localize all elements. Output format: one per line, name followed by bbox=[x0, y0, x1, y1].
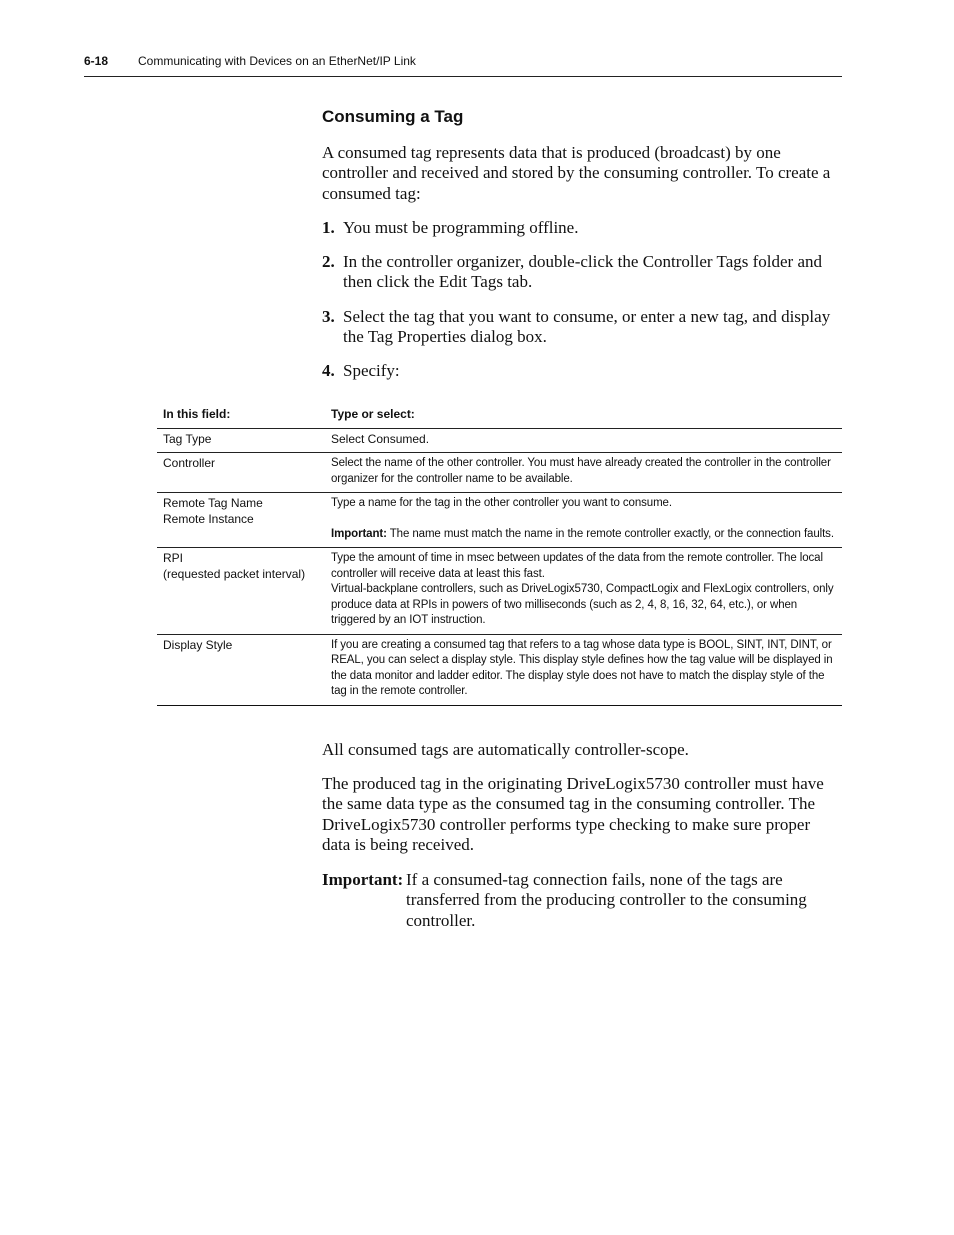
step-text: Specify: bbox=[343, 361, 400, 380]
table-row bbox=[157, 634, 842, 705]
scope-paragraph: All consumed tags are automatically controller-scope. bbox=[322, 740, 689, 759]
step-number: 3. bbox=[322, 307, 335, 326]
col-header-field: In this field: bbox=[157, 404, 325, 428]
field-name: Tag Type bbox=[157, 428, 325, 453]
step-number: 1. bbox=[322, 218, 335, 237]
field-value-text: Type the amount of time in msec between updates of the data from the remote controller. The local controller will receive data at least this fast. bbox=[331, 552, 823, 580]
table-row bbox=[157, 428, 842, 453]
data-type-paragraph: The produced tag in the originating DriveLogix5730 controller must have the same data type as the consumed tag in the consuming controller. The DriveLogix5730 controller performs type checking to make sure proper data is being received. bbox=[322, 774, 824, 855]
step-text: You must be programming offline. bbox=[343, 218, 579, 237]
field-name: Display Style bbox=[157, 634, 325, 705]
field-value bbox=[325, 548, 842, 635]
field-name-line: (requested packet interval) bbox=[163, 566, 306, 581]
important-text: If a consumed-tag connection fails, none of the tags are transferred from the producing controller to the consuming controller. bbox=[406, 870, 807, 930]
field-spec-table bbox=[157, 404, 842, 706]
important-note-label: Important: bbox=[331, 527, 387, 540]
important-note bbox=[331, 527, 836, 543]
field-name: Controller bbox=[157, 453, 325, 493]
field-name bbox=[157, 493, 325, 548]
section-title: Consuming a Tag bbox=[322, 107, 464, 126]
step-number: 2. bbox=[322, 252, 335, 271]
field-value-text: Virtual-backplane controllers, such as DriveLogix5730, CompactLogix and FlexLogix controllers, only produce data at RPIs in powers of two milliseconds (such as 2, 4, 8, 16, 32, 64, etc.), or when triggered by an IOT instruction. bbox=[331, 583, 834, 626]
running-title: Communicating with Devices on an EtherNet/IP Link bbox=[138, 54, 416, 68]
field-name bbox=[157, 548, 325, 635]
col-header-value: Type or select: bbox=[325, 404, 842, 428]
step-number: 4. bbox=[322, 361, 335, 380]
intro-paragraph: A consumed tag represents data that is produced (broadcast) by one controller and received and stored by the consuming controller. To create a consumed tag: bbox=[322, 143, 831, 203]
page-header bbox=[84, 52, 842, 77]
field-value-text: Type a name for the tag in the other controller you want to consume. bbox=[331, 497, 672, 509]
field-value bbox=[325, 493, 842, 548]
important-note-text: The name must match the name in the remote controller exactly, or the connection faults. bbox=[389, 527, 834, 540]
table-row bbox=[157, 453, 842, 493]
field-name-line: Remote Instance bbox=[163, 511, 254, 526]
table-row bbox=[157, 493, 842, 548]
table-row bbox=[157, 548, 842, 635]
step-text: Select the tag that you want to consume, or enter a new tag, and display the Tag Properties dialog box. bbox=[343, 307, 831, 347]
step-text: In the controller organizer, double-click the Controller Tags folder and then click the Edit Tags tab. bbox=[343, 252, 823, 292]
field-value: Select the name of the other controller. You must have already created the controller in the controller organizer for the controller name to be available. bbox=[325, 453, 842, 493]
table-header-row bbox=[157, 404, 842, 428]
field-name-line: Remote Tag Name bbox=[163, 496, 263, 510]
field-value: If you are creating a consumed tag that refers to a tag whose data type is BOOL, SINT, INT, DINT, or REAL, you can select a display style. This display style defines how the tag value will be displayed in the data monitor and ladder editor. The display style does not have to match the display style of the tag in the remote controller. bbox=[325, 634, 842, 705]
field-name-line: RPI bbox=[163, 551, 184, 565]
page-number: 6-18 bbox=[84, 54, 109, 68]
important-label: Important: bbox=[322, 870, 404, 889]
field-value: Select Consumed. bbox=[325, 428, 842, 453]
